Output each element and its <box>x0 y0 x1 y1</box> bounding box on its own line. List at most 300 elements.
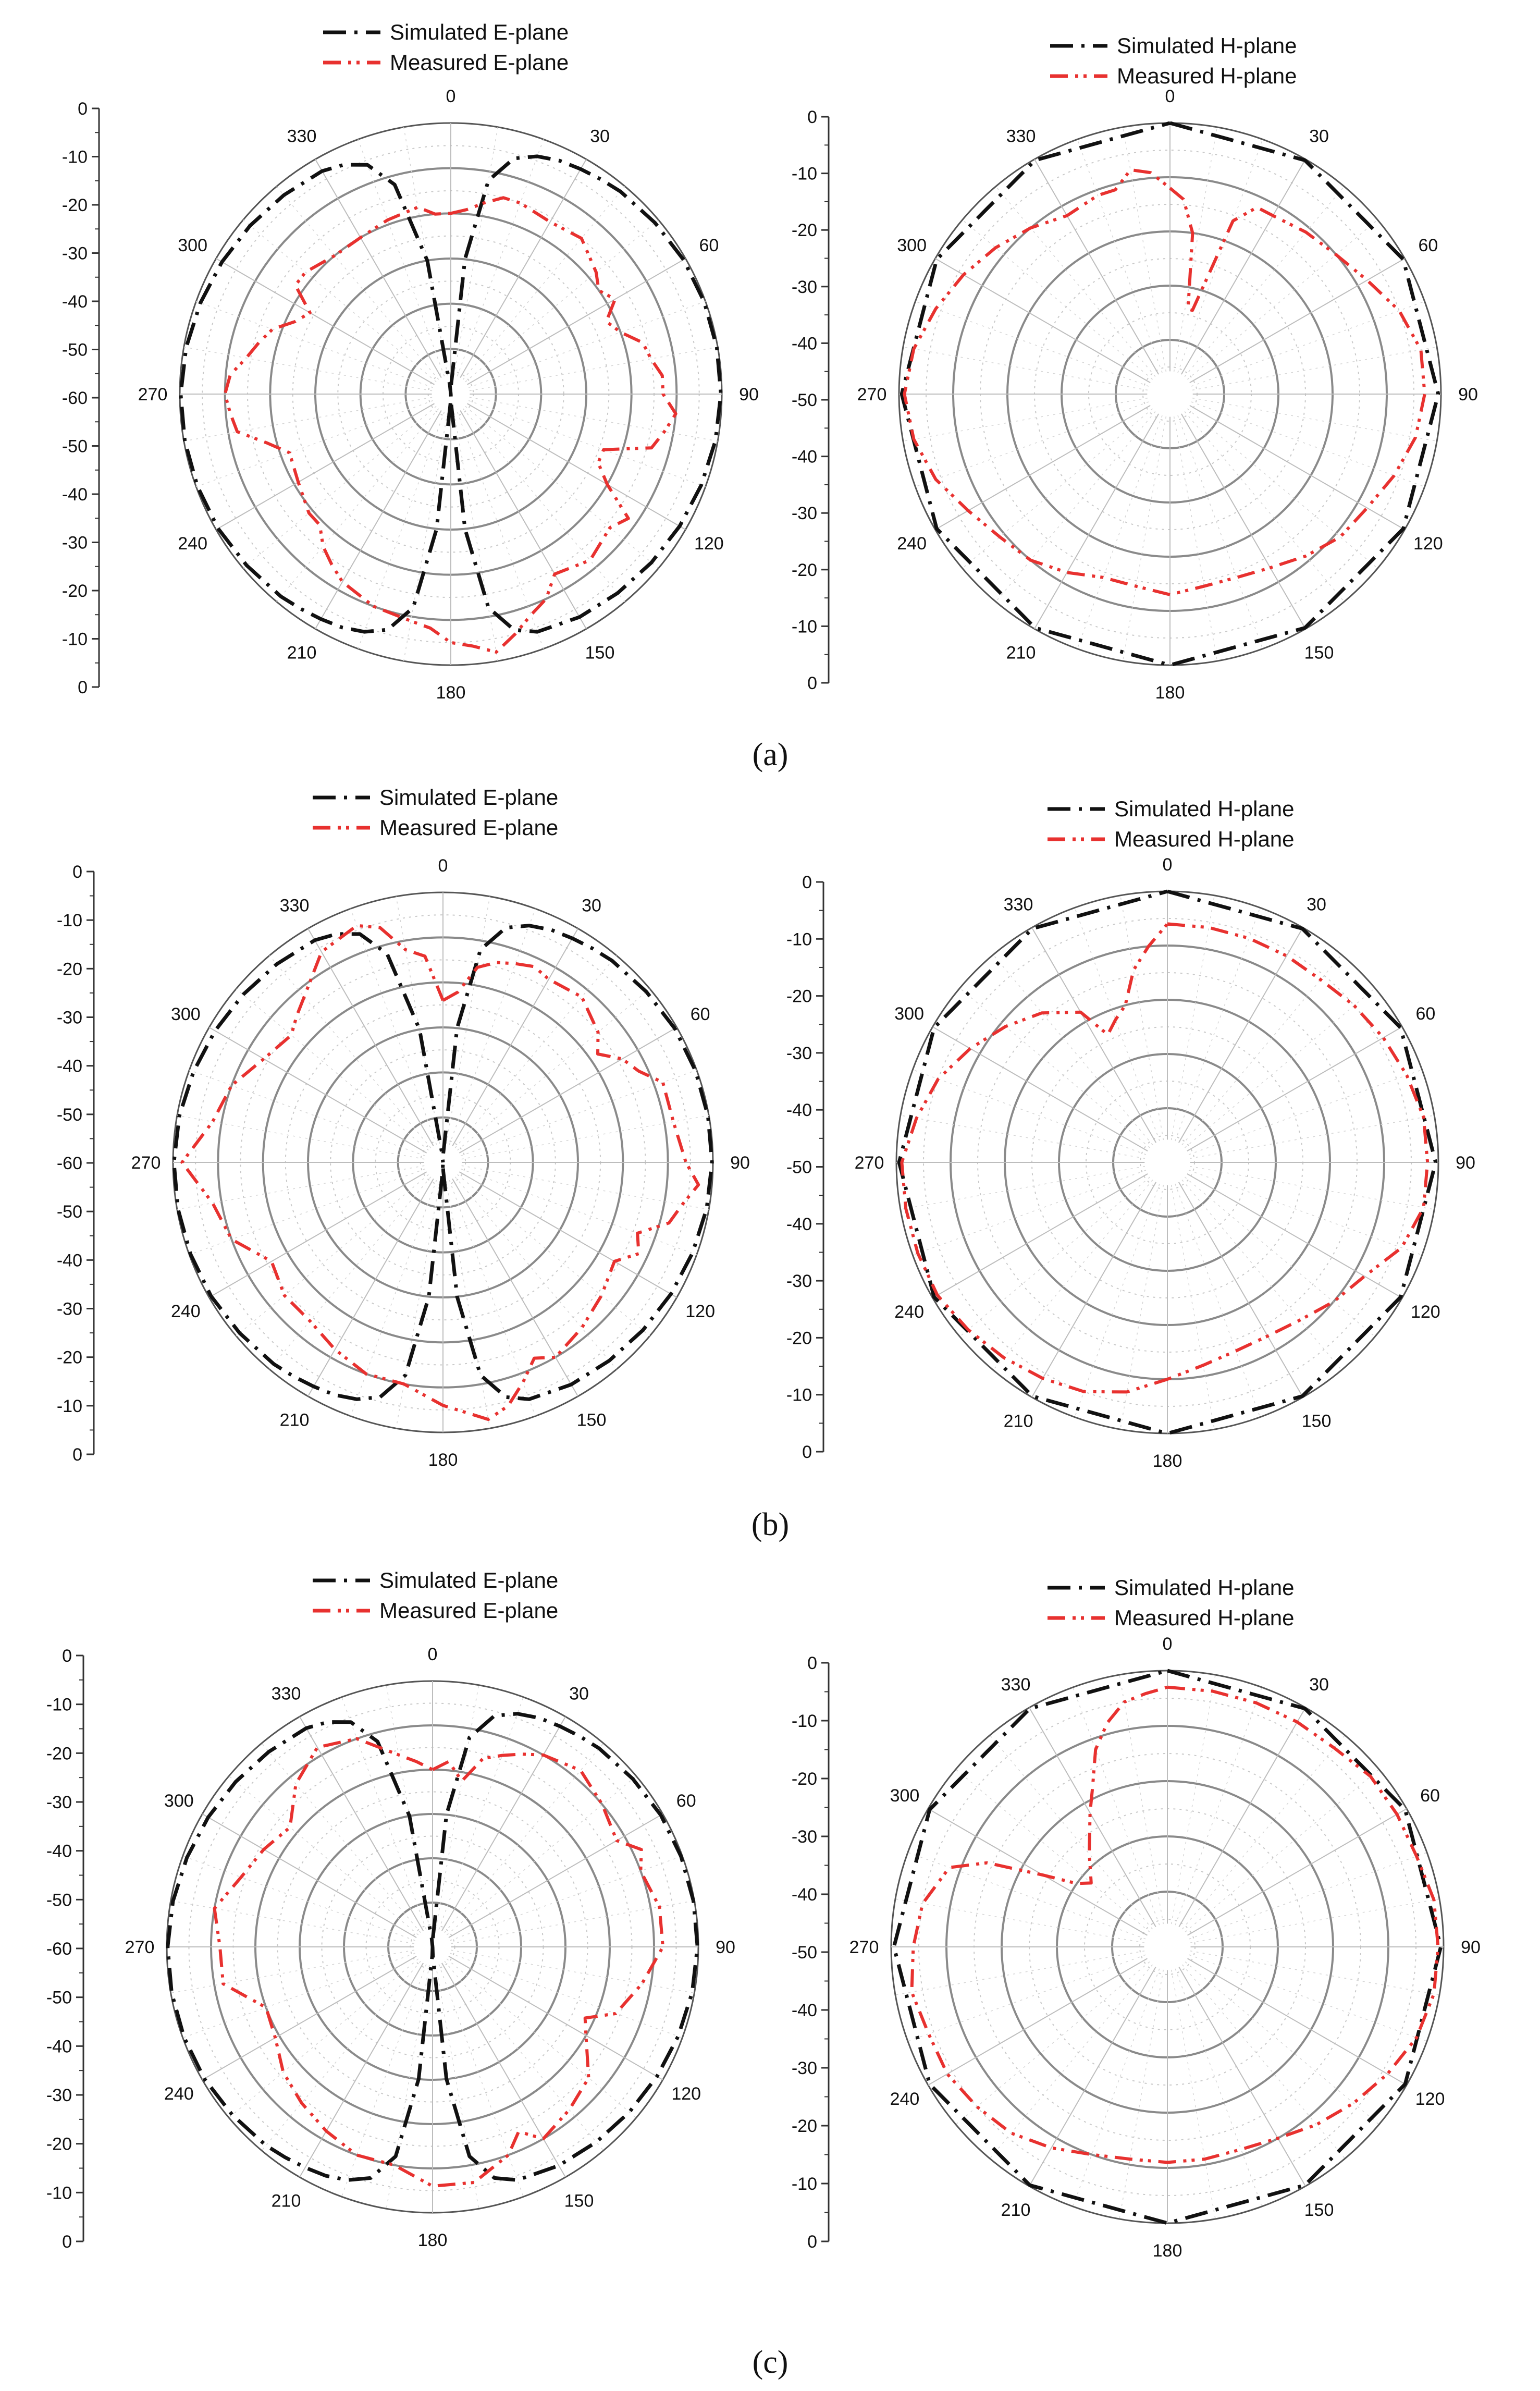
radial-axis-label: -20 <box>791 560 817 580</box>
grid-spoke <box>1185 1769 1379 1932</box>
grid-spoke <box>447 1776 636 1935</box>
grid-spoke <box>308 928 434 1146</box>
grid-spoke <box>465 406 658 568</box>
grid-spoke <box>442 1716 565 1931</box>
angle-label: 90 <box>1456 1153 1475 1173</box>
grid-spoke <box>189 1169 425 1255</box>
radial-axis-label: -40 <box>61 292 88 312</box>
radial-axis-label: -30 <box>61 533 88 553</box>
angle-label: 30 <box>1309 126 1329 146</box>
grid-spoke <box>459 1027 676 1153</box>
radial-axis-label: -40 <box>61 485 88 505</box>
grid-spoke <box>469 400 705 486</box>
grid-spoke <box>462 1115 709 1159</box>
radial-axis-label: -10 <box>46 1695 72 1715</box>
angle-label: 0 <box>427 1645 438 1664</box>
radial-axis-label: -20 <box>786 986 812 1007</box>
angle-label: 0 <box>1165 87 1175 106</box>
angle-label: 60 <box>699 236 719 255</box>
angle-label: 120 <box>1415 2089 1445 2109</box>
grid-spoke <box>445 1743 603 1932</box>
grid-spoke <box>404 127 448 375</box>
radial-axis-label: -50 <box>61 340 88 360</box>
grid-spoke <box>996 187 1155 377</box>
grid-spoke <box>236 989 428 1150</box>
radial-axis-label: -20 <box>791 2116 817 2136</box>
grid-spoke <box>460 411 586 629</box>
grid-spoke <box>183 1953 415 2038</box>
radial-axis-label: -30 <box>61 243 88 264</box>
angle-label: 180 <box>1152 2241 1182 2261</box>
grid-spoke <box>463 409 625 602</box>
angle-label: 210 <box>287 643 317 663</box>
angle-label: 180 <box>1155 683 1185 703</box>
grid-spoke <box>1174 416 1217 661</box>
grid-spoke <box>1188 1809 1407 1935</box>
grid-spoke <box>1029 1967 1156 2186</box>
grid-spoke <box>1187 1027 1402 1151</box>
grid-spoke <box>1119 1970 1163 2219</box>
grid-spoke <box>465 220 658 382</box>
grid-spoke <box>1172 1675 1215 1924</box>
legend-entry: Measured H-plane <box>1114 1605 1295 1630</box>
series-line-measured <box>911 1687 1438 2163</box>
radial-axis-label: -60 <box>61 388 88 408</box>
minor-grid-ring <box>1140 1135 1194 1190</box>
angle-label: 30 <box>569 1684 589 1704</box>
radial-axis-label: -40 <box>786 1100 812 1121</box>
grid-spoke <box>171 1900 414 1943</box>
angle-label: 330 <box>279 896 310 916</box>
grid-spoke <box>990 1965 1152 2159</box>
grid-spoke <box>963 409 1153 568</box>
grid-spoke <box>196 400 433 486</box>
radial-axis-label: -20 <box>791 1769 817 1789</box>
angle-label: 150 <box>564 2191 594 2211</box>
angle-label: 240 <box>164 2084 194 2104</box>
grid-spoke <box>216 403 435 530</box>
angle-label: 240 <box>170 1302 201 1321</box>
radial-axis-label: -50 <box>61 436 88 457</box>
grid-spoke <box>458 1174 650 1336</box>
radial-axis-label: -30 <box>786 1271 812 1292</box>
angle-label: 90 <box>716 1938 735 1957</box>
grid-spoke <box>1187 1174 1402 1298</box>
minor-grid-ring <box>1140 1919 1195 1975</box>
legend-entry: Simulated H-plane <box>1114 1575 1295 1600</box>
grid-spoke <box>446 1181 490 1428</box>
angle-label: 30 <box>582 896 601 916</box>
grid-spoke <box>404 413 448 661</box>
grid-spoke <box>462 1166 709 1209</box>
series-line-measured <box>904 170 1424 595</box>
panel-label-c: (c) <box>752 2345 789 2380</box>
angle-label: 330 <box>287 126 317 146</box>
angle-label: 210 <box>1006 643 1036 663</box>
angle-label: 270 <box>125 1938 155 1957</box>
grid-spoke <box>315 160 441 378</box>
grid-spoke <box>1185 411 1344 602</box>
grid-spoke <box>1182 1180 1341 1370</box>
grid-spoke <box>1192 398 1437 442</box>
legend-entry: Simulated E-plane <box>379 1568 559 1592</box>
grid-spoke <box>262 1961 421 2150</box>
angle-label: 300 <box>170 1004 201 1024</box>
grid-spoke <box>446 897 490 1144</box>
grid-spoke <box>990 1735 1152 1929</box>
grid-spoke <box>216 259 435 385</box>
angle-label: 0 <box>446 87 456 106</box>
grid-spoke <box>470 347 718 391</box>
grid-spoke <box>1034 414 1159 629</box>
radial-axis-label: 0 <box>807 2232 817 2252</box>
angle-label: 330 <box>1006 126 1036 146</box>
grid-spoke <box>895 1899 1144 1943</box>
grid-spoke <box>1190 1115 1434 1159</box>
angle-label: 270 <box>138 385 168 404</box>
grid-spoke <box>450 1856 683 1941</box>
grid-spoke <box>1185 187 1344 377</box>
grid-spoke <box>1181 160 1305 375</box>
grid-spoke <box>449 909 535 1145</box>
radial-axis-label: -50 <box>56 1202 82 1222</box>
angle-label: 30 <box>1307 894 1326 915</box>
panel-label-a: (a) <box>752 737 789 773</box>
radial-axis-label: 0 <box>807 107 817 127</box>
radial-axis-label: -10 <box>61 147 88 167</box>
radial-axis-label: -10 <box>56 1396 82 1416</box>
radial-axis-label: -30 <box>46 1793 72 1812</box>
grid-spoke <box>1029 1708 1156 1927</box>
radial-axis-label: -30 <box>791 2058 817 2078</box>
angle-label: 240 <box>897 534 927 554</box>
grid-spoke <box>1172 896 1215 1140</box>
grid-spoke <box>171 1950 414 1993</box>
angle-label: 330 <box>1001 1674 1031 1695</box>
radial-axis-label: -50 <box>786 1157 812 1178</box>
grid-spoke <box>184 347 432 391</box>
grid-spoke <box>993 955 1153 1145</box>
angle-label: 240 <box>894 1302 925 1322</box>
grid-spoke <box>1182 1735 1345 1929</box>
grid-spoke <box>459 1172 676 1297</box>
angle-label: 270 <box>131 1153 161 1173</box>
radial-axis-label: -10 <box>46 2183 72 2203</box>
radial-axis-label: -40 <box>791 447 817 467</box>
angle-label: 60 <box>1420 1786 1440 1806</box>
angle-label: 30 <box>590 126 610 146</box>
angle-label: 330 <box>271 1684 301 1704</box>
grid-spoke <box>901 1115 1145 1159</box>
grid-spoke <box>358 139 444 376</box>
grid-spoke <box>454 413 498 661</box>
radial-axis-label: 0 <box>802 1442 812 1462</box>
grid-spoke <box>933 1027 1148 1151</box>
radial-axis-label: -60 <box>56 1154 82 1173</box>
grid-spoke <box>960 988 1150 1148</box>
angle-label: 90 <box>1461 1938 1481 1957</box>
grid-spoke <box>196 301 433 387</box>
grid-spoke <box>300 1963 423 2177</box>
grid-spoke <box>184 397 432 441</box>
grid-spoke <box>177 1166 424 1209</box>
angle-label: 150 <box>1304 2200 1334 2221</box>
grid-spoke <box>1187 409 1377 568</box>
radial-axis-label: -50 <box>791 390 817 410</box>
radial-axis-label: 0 <box>72 1445 82 1465</box>
legend-entry: Simulated H-plane <box>1114 796 1295 821</box>
angle-label: 240 <box>890 2089 920 2109</box>
grid-spoke <box>342 1697 426 1930</box>
radial-axis-label: -40 <box>56 1250 82 1271</box>
grid-spoke <box>1185 988 1375 1148</box>
radial-axis-label: -20 <box>56 959 82 979</box>
radial-axis-label: 0 <box>62 1646 72 1666</box>
grid-spoke <box>1034 160 1159 375</box>
grid-spoke <box>243 406 436 568</box>
grid-spoke <box>1192 347 1437 390</box>
angle-label: 270 <box>857 385 887 404</box>
grid-spoke <box>993 1180 1153 1370</box>
grid-spoke <box>262 1743 421 1932</box>
grid-spoke <box>454 127 498 375</box>
angle-label: 210 <box>279 1410 310 1430</box>
radial-axis-label: 0 <box>72 862 82 882</box>
grid-spoke <box>436 1685 478 1929</box>
radial-axis-label: 0 <box>78 678 88 697</box>
grid-spoke <box>963 220 1153 379</box>
grid-spoke <box>1185 1962 1379 2125</box>
panels-layer <box>46 20 1481 2261</box>
angle-label: 210 <box>1001 2200 1031 2221</box>
grid-spoke <box>269 955 431 1148</box>
radial-axis-label: -10 <box>791 2174 817 2194</box>
legend-entry: Measured E-plane <box>390 50 569 75</box>
legend-entry: Measured H-plane <box>1114 827 1295 851</box>
radial-axis-label: -20 <box>61 195 88 215</box>
grid-spoke <box>1190 406 1405 530</box>
grid-spoke <box>451 1900 694 1943</box>
grid-spoke <box>1174 127 1217 372</box>
grid-spoke <box>269 1177 431 1369</box>
angle-label: 90 <box>730 1153 750 1173</box>
legend-entry: Simulated E-plane <box>390 20 569 44</box>
grid-spoke <box>928 1958 1147 2085</box>
grid-spoke <box>1179 1182 1303 1397</box>
radial-axis-label: -20 <box>56 1347 82 1368</box>
radial-axis-label: -10 <box>786 929 812 950</box>
grid-spoke <box>455 955 617 1148</box>
angle-label: 60 <box>690 1004 710 1024</box>
angle-label: 300 <box>890 1786 920 1806</box>
grid-spoke <box>177 1115 424 1159</box>
grid-spoke <box>189 1070 425 1156</box>
minor-grid-ring <box>1143 367 1197 421</box>
grid-spoke <box>386 1685 429 1929</box>
radial-axis-label: -50 <box>46 1988 72 2008</box>
grid-spoke <box>445 1961 603 2150</box>
radial-axis-label: -20 <box>46 2134 72 2154</box>
grid-spoke <box>461 1070 697 1156</box>
polar-chart-3 <box>57 785 750 1470</box>
grid-spoke <box>956 1769 1150 1932</box>
angle-label: 150 <box>1301 1411 1332 1431</box>
angle-label: 0 <box>1162 1634 1173 1654</box>
angle-label: 270 <box>854 1153 884 1173</box>
angle-label: 150 <box>1304 643 1334 663</box>
grid-spoke <box>202 1956 416 2080</box>
polar-chart-2 <box>792 33 1478 703</box>
grid-spoke <box>1188 1958 1407 2085</box>
grid-spoke <box>236 1174 428 1336</box>
radial-axis-label: -20 <box>791 220 817 241</box>
grid-spoke <box>956 1962 1150 2125</box>
grid-spoke <box>458 989 650 1150</box>
grid-spoke <box>229 1959 418 2118</box>
angle-label: 150 <box>576 1410 607 1430</box>
radial-axis-label: -10 <box>791 617 817 637</box>
grid-spoke <box>457 139 543 376</box>
grid-spoke <box>467 403 686 530</box>
angle-label: 300 <box>164 1791 194 1811</box>
polar-chart-4 <box>786 796 1475 1471</box>
grid-spoke <box>928 1809 1147 1935</box>
legend-entry: Measured H-plane <box>1117 64 1297 88</box>
grid-spoke <box>1123 127 1166 372</box>
radial-axis-label: -60 <box>46 1939 72 1959</box>
angle-label: 120 <box>671 2084 701 2104</box>
angle-label: 270 <box>849 1938 879 1957</box>
radial-axis-label: -20 <box>61 581 88 601</box>
radial-axis-label: -30 <box>791 1827 817 1847</box>
series-line-measured <box>182 926 698 1419</box>
grid-spoke <box>455 1177 617 1369</box>
radial-axis-label: -40 <box>791 1885 817 1905</box>
angle-label: 300 <box>894 1004 925 1024</box>
legend-entry: Simulated E-plane <box>379 785 559 810</box>
radial-axis-label: -40 <box>791 334 817 354</box>
grid-spoke <box>1182 955 1341 1145</box>
grid-spoke <box>903 398 1148 442</box>
grid-spoke <box>183 1856 415 1941</box>
radial-axis-label: -10 <box>56 911 82 931</box>
radial-axis-label: -30 <box>791 277 817 297</box>
grid-spoke <box>1181 414 1305 629</box>
grid-spoke <box>901 1167 1145 1210</box>
grid-spoke <box>449 1956 663 2080</box>
legend-entry: Simulated H-plane <box>1117 33 1297 58</box>
angle-label: 300 <box>897 236 927 255</box>
grid-spoke <box>933 1174 1148 1298</box>
grid-spoke <box>960 1177 1150 1336</box>
radial-axis-label: -30 <box>791 504 817 524</box>
radial-axis-label: -10 <box>61 629 88 649</box>
radial-axis-label: -30 <box>56 1299 82 1319</box>
angle-label: 330 <box>1003 894 1033 915</box>
grid-spoke <box>895 1951 1144 1995</box>
radial-axis-label: -10 <box>791 164 817 184</box>
grid-spoke <box>1187 220 1377 379</box>
angle-label: 60 <box>1418 236 1438 255</box>
radial-axis-label: -40 <box>791 2001 817 2020</box>
angle-label: 60 <box>676 1791 696 1811</box>
grid-spoke <box>315 411 441 629</box>
grid-spoke <box>1190 259 1405 383</box>
grid-spoke <box>451 1950 694 1993</box>
angle-label: 120 <box>1413 534 1443 554</box>
angle-label: 60 <box>1415 1004 1436 1024</box>
radial-axis-label: -50 <box>56 1105 82 1125</box>
grid-spoke <box>202 1814 416 1938</box>
grid-spoke <box>1190 1167 1434 1210</box>
radial-axis-label: -20 <box>46 1744 72 1764</box>
grid-spoke <box>1179 928 1303 1143</box>
grid-spoke <box>1185 1177 1375 1336</box>
grid-spoke <box>209 1172 426 1297</box>
angle-label: 30 <box>1309 1674 1329 1695</box>
angle-label: 120 <box>694 534 724 554</box>
grid-spoke <box>1119 1675 1163 1924</box>
grid-spoke <box>1182 1965 1345 2159</box>
series-line-measured <box>902 924 1427 1392</box>
angle-label: 180 <box>436 683 466 703</box>
grid-spoke <box>447 1959 636 2118</box>
radial-axis-label: -10 <box>791 1711 817 1731</box>
radial-axis-label: -40 <box>46 1841 72 1861</box>
polar-chart-5 <box>46 1568 735 2252</box>
angle-label: 90 <box>1458 385 1478 404</box>
grid-spoke <box>229 1776 418 1935</box>
grid-spoke <box>277 187 439 379</box>
radial-axis-label: 0 <box>78 99 88 119</box>
legend-entry: Measured E-plane <box>379 1598 559 1623</box>
grid-spoke <box>1032 1182 1156 1397</box>
grid-spoke <box>452 928 578 1146</box>
radial-axis-label: -50 <box>46 1890 72 1910</box>
grid-spoke <box>439 1697 523 1930</box>
grid-spoke <box>442 1963 565 2177</box>
radial-axis-label: 0 <box>802 873 812 892</box>
angle-label: 180 <box>1152 1451 1182 1471</box>
angle-label: 120 <box>685 1302 716 1321</box>
polar-chart-6 <box>792 1575 1481 2261</box>
grid-spoke <box>1172 1185 1215 1429</box>
grid-spoke <box>300 1716 423 1931</box>
grid-spoke <box>469 301 705 387</box>
grid-spoke <box>903 347 1148 390</box>
angle-label: 0 <box>1162 855 1173 875</box>
radial-axis-label: -30 <box>46 2086 72 2105</box>
grid-spoke <box>436 1965 478 2209</box>
grid-spoke <box>209 1027 426 1153</box>
grid-spoke <box>449 1814 663 1938</box>
panel-label-b: (b) <box>751 1507 790 1542</box>
grid-spoke <box>452 1179 578 1396</box>
radial-axis-label: 0 <box>807 673 817 693</box>
grid-spoke <box>1190 1899 1439 1943</box>
radial-axis-label: 0 <box>62 2232 72 2252</box>
grid-spoke <box>308 1179 434 1396</box>
angle-label: 210 <box>1003 1411 1033 1431</box>
grid-spoke <box>277 409 439 602</box>
grid-spoke <box>463 187 625 379</box>
radial-axis-label: -40 <box>56 1056 82 1076</box>
radial-axis-label: 0 <box>807 1653 817 1673</box>
grid-spoke <box>1032 928 1156 1143</box>
polar-chart-1 <box>62 20 759 703</box>
angle-label: 300 <box>178 236 208 255</box>
radial-axis-label: -40 <box>46 2037 72 2057</box>
